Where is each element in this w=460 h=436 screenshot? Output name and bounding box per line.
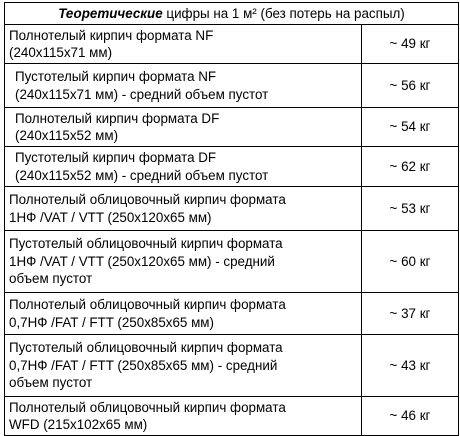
brick-weight-cell: ~ 46 кг xyxy=(362,397,459,436)
table-row xyxy=(5,187,459,231)
brick-description-cell xyxy=(5,335,362,397)
brick-weight-cell: ~ 49 кг xyxy=(362,25,459,64)
brick-weight-cell: ~ 62 кг xyxy=(362,147,459,187)
brick-description-line: Полнотелый кирпич формата DF xyxy=(15,110,220,126)
brick-description-cell xyxy=(5,231,362,293)
brick-weight-cell: ~ 54 кг xyxy=(362,108,459,147)
table-row xyxy=(5,335,459,397)
table-header-row xyxy=(5,3,459,25)
brick-weight-cell: ~ 43 кг xyxy=(362,335,459,397)
table-row xyxy=(5,108,459,147)
brick-description-line: (240x115x52 мм) xyxy=(15,128,119,143)
header-rest-text: цифры на 1 м² (без потерь на распыл) xyxy=(162,5,405,21)
brick-description-line: Пустотелый кирпич формата NF xyxy=(15,69,217,84)
brick-description-cell xyxy=(5,397,362,436)
brick-description-line: (240x115x71 мм) xyxy=(9,45,113,60)
brick-description-cell xyxy=(5,25,362,64)
brick-weight-table xyxy=(4,2,459,436)
brick-description-line: Полнотелый облицовочный кирпич формата xyxy=(9,297,286,312)
table-header-cell xyxy=(5,3,459,25)
table-row xyxy=(5,147,459,187)
table-row xyxy=(5,64,459,108)
brick-description-line: WFD (215x102x65 мм) xyxy=(9,417,148,432)
brick-description-cell xyxy=(5,293,362,335)
brick-description-line: 0,7НФ /FAT / FTT (250x85x65 мм) xyxy=(9,314,214,330)
table-row xyxy=(5,231,459,293)
brick-weight-cell: ~ 53 кг xyxy=(362,187,459,231)
brick-description-cell xyxy=(5,64,362,108)
brick-description-cell xyxy=(5,108,362,147)
brick-description-line: 1НФ /VAT / VTT (250x120x65 мм) - средний xyxy=(9,253,275,269)
brick-description-cell xyxy=(5,147,362,187)
brick-description-line: 0,7НФ /FAT / FTT (250x85x65 мм) - средний xyxy=(9,357,278,373)
header-emphasis-text: Теоретические xyxy=(58,5,163,21)
table-row xyxy=(5,293,459,335)
brick-description-line: Пустотелый облицовочный кирпич формата xyxy=(9,340,283,356)
brick-description-line: объем пустот xyxy=(9,271,93,287)
brick-description-line: Полнотелый кирпич формата NF xyxy=(9,27,214,43)
brick-description-line: 1НФ /VAT / VTT (250x120x65 мм) xyxy=(9,209,212,225)
brick-weight-cell: ~ 56 кг xyxy=(362,64,459,108)
brick-description-line: (240x115x71 мм) - средний объем пустот xyxy=(15,86,269,102)
table-body xyxy=(5,3,459,436)
brick-description-line: Пустотелый кирпич формата DF xyxy=(15,150,217,165)
brick-description-line: Полнотелый облицовочный кирпич формата xyxy=(9,399,286,415)
table-row xyxy=(5,25,459,64)
brick-description-line: (240x115x52 мм) - средний объем пустот xyxy=(15,167,269,183)
brick-weight-cell: ~ 60 кг xyxy=(362,231,459,293)
brick-description-line: Пустотелый облицовочный кирпич формата xyxy=(9,236,283,252)
brick-weight-cell: ~ 37 кг xyxy=(362,293,459,335)
brick-description-cell xyxy=(5,187,362,231)
table-row xyxy=(5,397,459,436)
brick-description-line: Полнотелый облицовочный кирпич формата xyxy=(9,192,286,207)
brick-description-line: объем пустот xyxy=(9,375,93,391)
